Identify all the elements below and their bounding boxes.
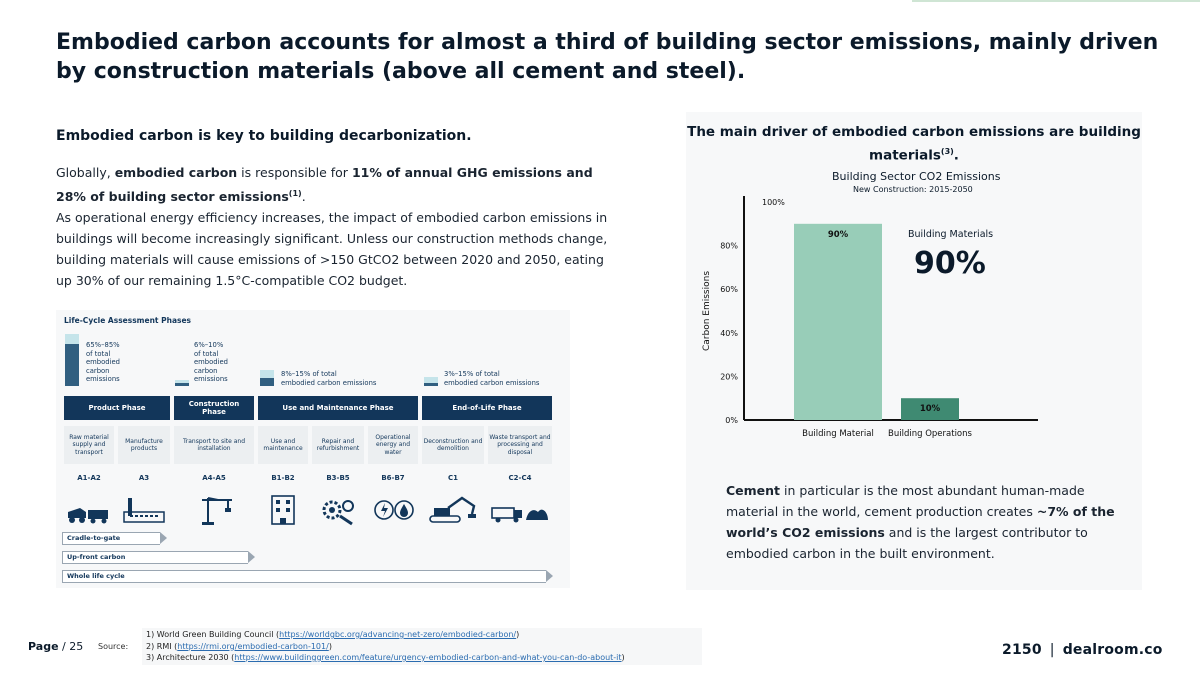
pct-line: emissions [86,375,120,383]
y-tick-label: 20% [720,372,738,382]
factory-icon [122,494,168,526]
page-label: Page [28,640,59,653]
x-tick-label: Building Material [802,429,874,439]
p1-bold-embodied: embodied carbon [114,165,238,180]
top-accent-line [912,0,1200,2]
brand-logo [1002,642,1163,658]
bar-data-label: 10% [919,404,941,415]
callout-label: Building Materials [908,229,994,240]
pct-use [281,370,376,387]
pct-line: embodied carbon emissions [444,378,540,387]
chart-heading-footnote: (3) [940,147,954,156]
pct-line: 65%–85% [86,341,120,349]
pct-line: embodied [194,358,228,366]
phase-construction: Construction Phase [174,396,254,420]
energy-water-icon [372,494,414,526]
sub-a4a5: Transport to site and installation [174,426,254,464]
waste-truck-icon [490,494,550,526]
phase-product: Product Phase [64,396,170,420]
pct-line: 6%–10% [194,341,224,349]
paragraph-1 [56,162,616,207]
source-2-link[interactable]: https://rmi.org/embodied-carbon-101/ [177,641,329,651]
cement-bold: Cement [726,483,781,498]
phase-use: Use and Maintenance Phase [258,396,418,420]
left-heading: Embodied carbon is key to building decarbonization. [56,128,472,144]
code-a1a2: A1-A2 [77,474,101,482]
source-label: Source: [98,642,129,651]
code-a3: A3 [138,474,150,482]
source-3-link[interactable]: https://www.buildinggreen.com/feature/urgency-embodied-carbon-and-what-you-can-do-about-it [234,653,622,662]
source-close: ) [516,630,520,639]
source-close: ) [621,653,625,662]
sub-b6b7: Operational energy and water [368,426,418,464]
pct-line: 8%–15% of total [281,370,337,378]
code-b3b5: B3-B5 [326,474,350,482]
p1-footnote: (1) [288,189,302,198]
code-c1: C1 [447,474,458,482]
callout-value: 90% [914,246,986,281]
sub-c1: Deconstruction and demolition [422,426,484,464]
sub-c2c4: Waste transport and processing and disposal [488,426,552,464]
pct-line: 3%–15% of total [444,370,500,378]
pct-line: of total [194,349,219,358]
p1-bold-stat: 11% of annual GHG emissions and 28% of building sector emissions [56,165,593,205]
brand-separator: | [1049,642,1055,658]
pct-line: of total [86,349,111,358]
pct-line: embodied carbon emissions [281,378,377,387]
code-a4a5: A4-A5 [202,474,226,482]
y-tick-label: 0% [725,416,738,425]
crane-icon [194,494,234,526]
right-panel [686,112,1142,590]
cement-text-b: in particular is the most abundant human-made material in the world, cement production creates [726,483,1085,519]
chart-title: Building Sector CO2 Emissions [832,170,1001,183]
eol-bar-dark [424,383,438,386]
pct-line: carbon [86,366,110,375]
code-b1b2: B1-B2 [271,474,295,482]
chart-heading-text: The main driver of embodied carbon emissions are building materials [687,124,1141,164]
p1-text-a: Globally, [56,165,115,180]
arrow-cradle-to-gate: Cradle-to-gate [62,532,160,545]
sub-b1b2: Use and maintenance [258,426,308,464]
pct-eol [444,370,539,387]
bar-data-label: 90% [827,229,849,240]
source-2 [146,641,698,653]
phase-eol: End-of-Life Phase [422,396,552,420]
page-total: / 25 [62,640,84,653]
lca-title: Life-Cycle Assessment Phases [64,316,192,325]
y-tick-label: 100% [762,198,785,207]
source-3 [146,652,698,664]
slide-title: Embodied carbon accounts for almost a third of building sector emissions, mainly driven by construction materials (above all cement and steel). [56,30,1159,84]
lca-figure [56,310,570,588]
mining-truck-icon [66,494,112,526]
building-icon [266,494,300,526]
pct-product [86,341,120,384]
bar-chart [686,112,1142,452]
gear-wrench-icon [318,494,358,526]
code-b6b7: B6-B7 [381,474,405,482]
source-2-text: 2) RMI ( [146,641,178,651]
source-1 [146,629,698,641]
pct-line: embodied [86,358,120,366]
p1-text-c: is responsible for [237,165,352,180]
code-c2c4: C2-C4 [508,474,532,482]
cement-text-d: and is the largest contributor to embodied carbon in the built environment. [726,525,1088,561]
construction-bar-dark [175,383,189,386]
arrow-whole-life-cycle: Whole life cycle [62,570,546,583]
excavator-icon [426,494,482,526]
pct-line: carbon [194,366,218,375]
y-axis-label: Carbon Emissions [702,270,712,352]
paragraph-2: As operational energy efficiency increases, the impact of embodied carbon emissions in buildings will become increasingly significant. Unless our construction methods change, building materials will cause emissions of >150 GtCO2 between 2020 and 2050, eating up 30% of our remaining 1.5°C-compatible CO2 budget. [56,210,608,289]
brand-dealroom: dealroom.co [1062,642,1163,658]
chart-subtitle: New Construction: 2015-2050 [853,185,973,194]
product-bar-dark [65,344,79,386]
pct-construction [194,341,228,384]
chart-heading-end: . [953,147,959,164]
source-close: ) [328,641,332,651]
use-bar-dark [260,378,274,386]
x-tick-label: Building Operations [888,429,972,439]
sub-a3: Manufacture products [118,426,170,464]
y-tick-label: 60% [720,285,738,295]
left-body [56,162,616,291]
cement-bold-stat: ~7% of the world’s CO2 emissions [726,504,1115,540]
page-number [28,640,83,653]
source-1-text: 1) World Green Building Council ( [146,630,280,639]
arrow-up-front-carbon: Up-front carbon [62,551,248,564]
y-tick-label: 80% [720,241,738,251]
p1-text-e: . [301,189,306,205]
source-1-link[interactable]: https://worldgbc.org/advancing-net-zero/embodied-carbon/ [279,630,517,639]
source-3-text: 3) Architecture 2030 ( [146,653,235,662]
cement-paragraph [726,480,1116,564]
sub-b3b5: Repair and refurbishment [312,426,364,464]
sub-a1a2: Raw material supply and transport [64,426,114,464]
bar-0 [794,224,882,420]
pct-line: emissions [194,375,228,383]
sources-list [142,628,702,665]
y-tick-label: 40% [720,328,738,338]
brand-2150: 2150 [1002,642,1042,658]
